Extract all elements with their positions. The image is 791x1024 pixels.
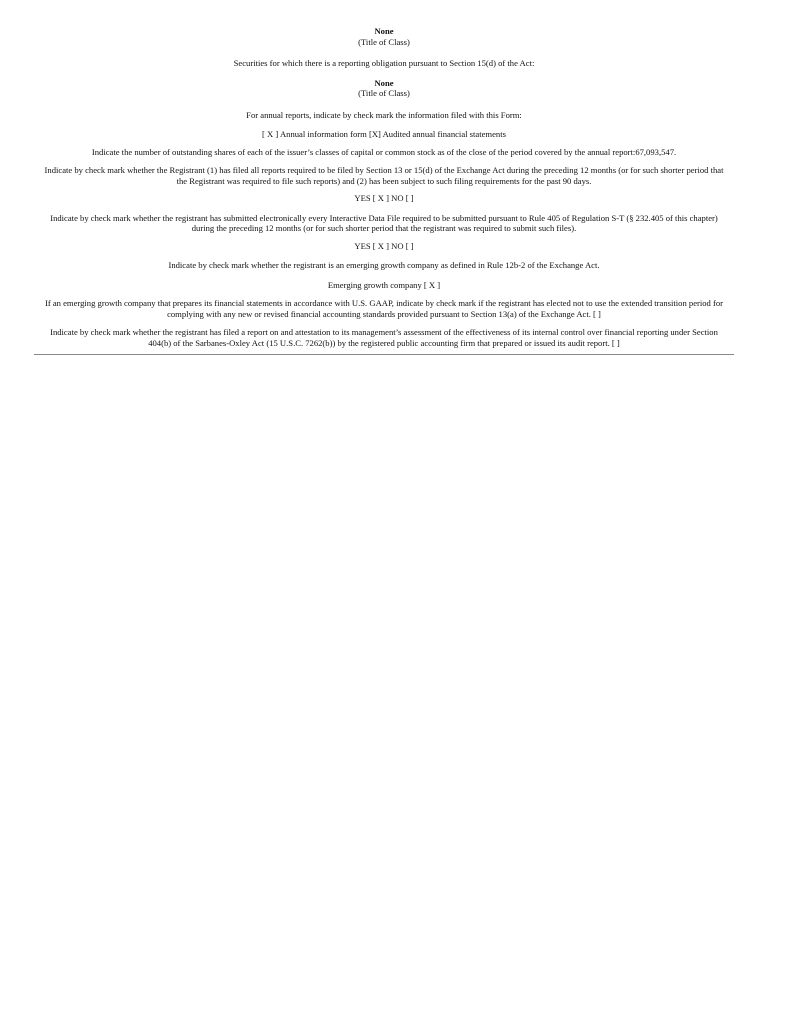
outstanding-shares-statement: Indicate the number of outstanding shares of each of the issuer’s classes of capital or common stock as of the close of the period covered by the annual report:67,093,547. [91, 146, 677, 157]
section-15d-intro: Securities for which there is a reporting obligation pursuant to Section 15(d) of the Act: [233, 58, 535, 68]
interactive-data-answer: YES [ X ] NO [ ] [354, 240, 414, 251]
filing-compliance-question: Indicate by check mark whether the Registrant (1) has filed all reports required to be filed by Section 13 or 15(d) of the Exchange Act during the preceding 12 months (or for such shorter period that the Registrant was required to file such reports) and (2) has been subject to such filing requirements for the past 90 days. [44, 165, 724, 186]
emerging-growth-answer: Emerging growth company [ X ] [327, 279, 441, 290]
filing-compliance-answer: YES [ X ] NO [ ] [354, 193, 414, 203]
horizontal-rule [34, 354, 734, 355]
annual-report-prompt: For annual reports, indicate by check mark the information filed with this Form: [246, 109, 522, 120]
section-15d-class-label: (Title of Class) [358, 88, 410, 98]
transition-period-question: If an emerging growth company that prepares its financial statements in accordance with U.S. GAAP, indicate by check mark if the registrant has elected not to use the extended transition period for complying with any new or revised financial accounting standards provided pursuant to Section 13(a) of the Exchange Act. [ ] [44, 298, 724, 319]
section-12g-class-label: (Title of Class) [358, 36, 410, 47]
annual-report-options: [ X ] Annual information form [X] Audited annual financial statements [262, 129, 506, 139]
emerging-growth-question: Indicate by check mark whether the registrant is an emerging growth company as defined in Rule 12b-2 of the Exchange Act. [168, 260, 600, 270]
internal-control-question: Indicate by check mark whether the registrant has filed a report on and attestation to its management’s assessment of the effectiveness of its internal control over financial reporting under Section 404(b) of the Sarbanes-Oxley Act (15 U.S.C. 7262(b)) by the registered public accounting firm that prepared or issued its audit report. [ ] [50, 327, 718, 348]
section-12g-securities: None [374, 26, 394, 36]
interactive-data-question: Indicate by check mark whether the registrant has submitted electronically every Interactive Data File required to be submitted pursuant to Rule 405 of Regulation S-T (§ 232.405 of this chapter) during the preceding 12 months (or for such shorter period that the registrant was required to submit such files). [50, 212, 718, 233]
document-page [34, 26, 734, 355]
section-15d-securities: None [374, 77, 394, 88]
